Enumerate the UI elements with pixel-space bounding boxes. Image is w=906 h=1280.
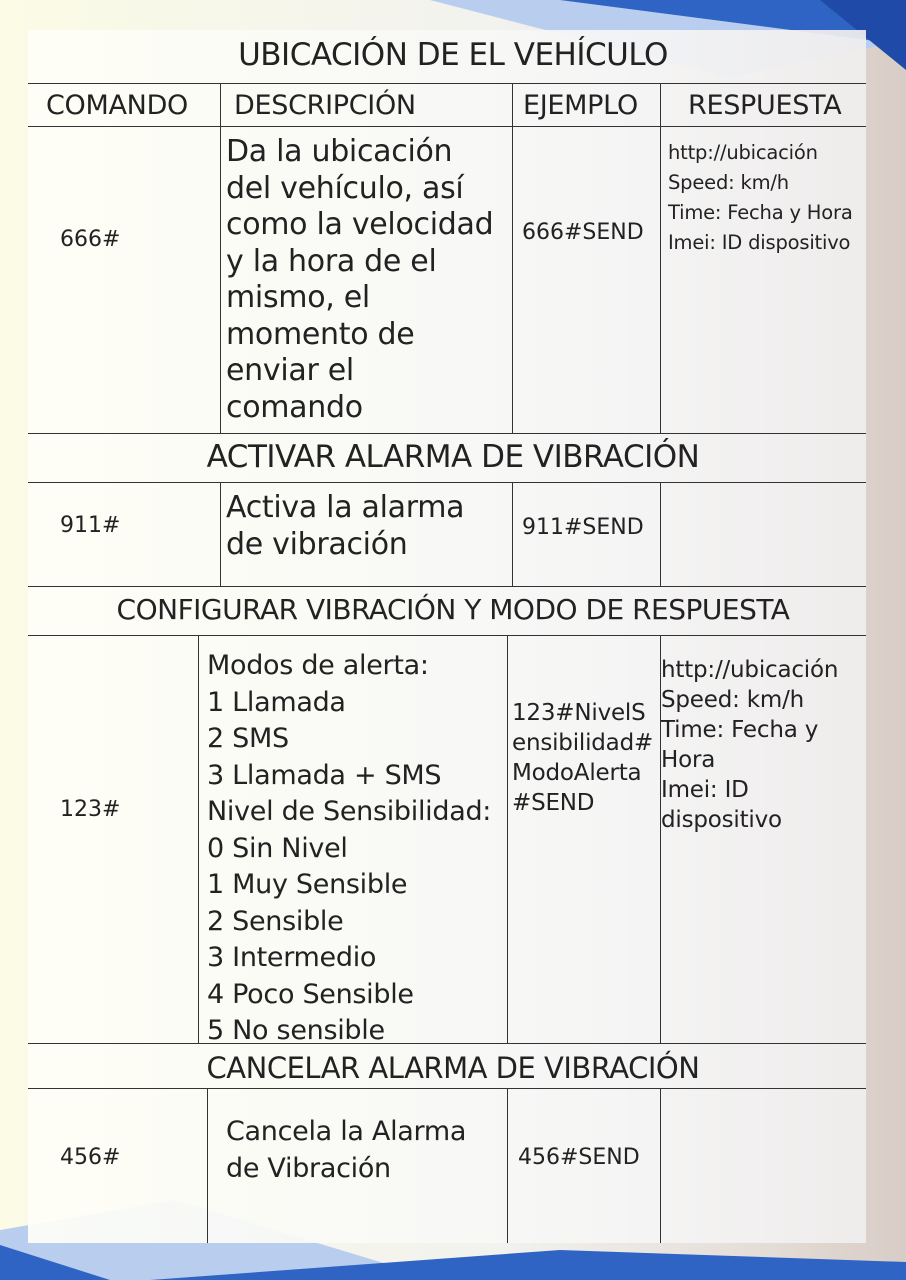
command-code: 456# <box>60 1145 121 1170</box>
column-header-command: COMANDO <box>46 90 189 121</box>
section-title-location: UBICACIÓN DE EL VEHÍCULO <box>238 37 668 73</box>
divider <box>28 1088 866 1089</box>
column-divider <box>660 483 661 586</box>
command-example: 123#NivelS ensibilidad# ModoAlerta #SEND <box>512 700 654 816</box>
column-divider <box>220 84 221 433</box>
divider <box>28 126 866 127</box>
command-code: 911# <box>60 513 121 538</box>
command-example: 456#SEND <box>518 1145 640 1170</box>
column-divider <box>207 1089 208 1243</box>
section-title-configure-vibration: CONFIGURAR VIBRACIÓN Y MODO DE RESPUESTA <box>116 593 790 626</box>
command-response: http://ubicación Speed: km/h Time: Fecha y Hora Imei: ID dispositivo <box>661 657 839 833</box>
section-title-cancel-alarm: CANCELAR ALARMA DE VIBRACIÓN <box>206 1051 700 1085</box>
divider <box>28 83 866 84</box>
column-divider <box>507 1089 508 1243</box>
command-description: Modos de alerta: 1 Llamada 2 SMS 3 Llamada + SMS Nivel de Sensibilidad: 0 Sin Nivel 1 Muy Sensible 2 Sensible 3 Intermedio 4 Poco Sensible 5 No sensible <box>207 650 492 1046</box>
column-divider <box>660 1089 661 1243</box>
command-description: Da la ubicación del vehículo, así como la velocidad y la hora de el mismo, el momento de enviar el comando <box>226 134 494 425</box>
command-example: 666#SEND <box>522 220 644 245</box>
command-code: 123# <box>60 797 121 822</box>
column-divider <box>220 483 221 586</box>
command-description: Activa la alarma de vibración <box>226 490 465 562</box>
column-header-description: DESCRIPCIÓN <box>234 90 416 121</box>
column-header-example: EJEMPLO <box>523 90 638 121</box>
column-divider <box>660 84 661 433</box>
column-divider <box>512 84 513 433</box>
command-response: http://ubicación Speed: km/h Time: Fecha y Hora Imei: ID dispositivo <box>668 141 853 254</box>
divider <box>28 635 866 636</box>
command-example: 911#SEND <box>522 515 644 540</box>
column-header-response: RESPUESTA <box>688 90 842 121</box>
divider <box>28 482 866 483</box>
column-divider <box>507 636 508 1043</box>
column-divider <box>512 483 513 586</box>
column-divider <box>198 636 199 1043</box>
command-code: 666# <box>60 227 121 252</box>
command-description: Cancela la Alarma de Vibración <box>226 1116 467 1184</box>
section-title-activate-alarm: ACTIVAR ALARMA DE VIBRACIÓN <box>206 439 700 475</box>
divider <box>28 586 866 587</box>
divider <box>28 433 866 434</box>
